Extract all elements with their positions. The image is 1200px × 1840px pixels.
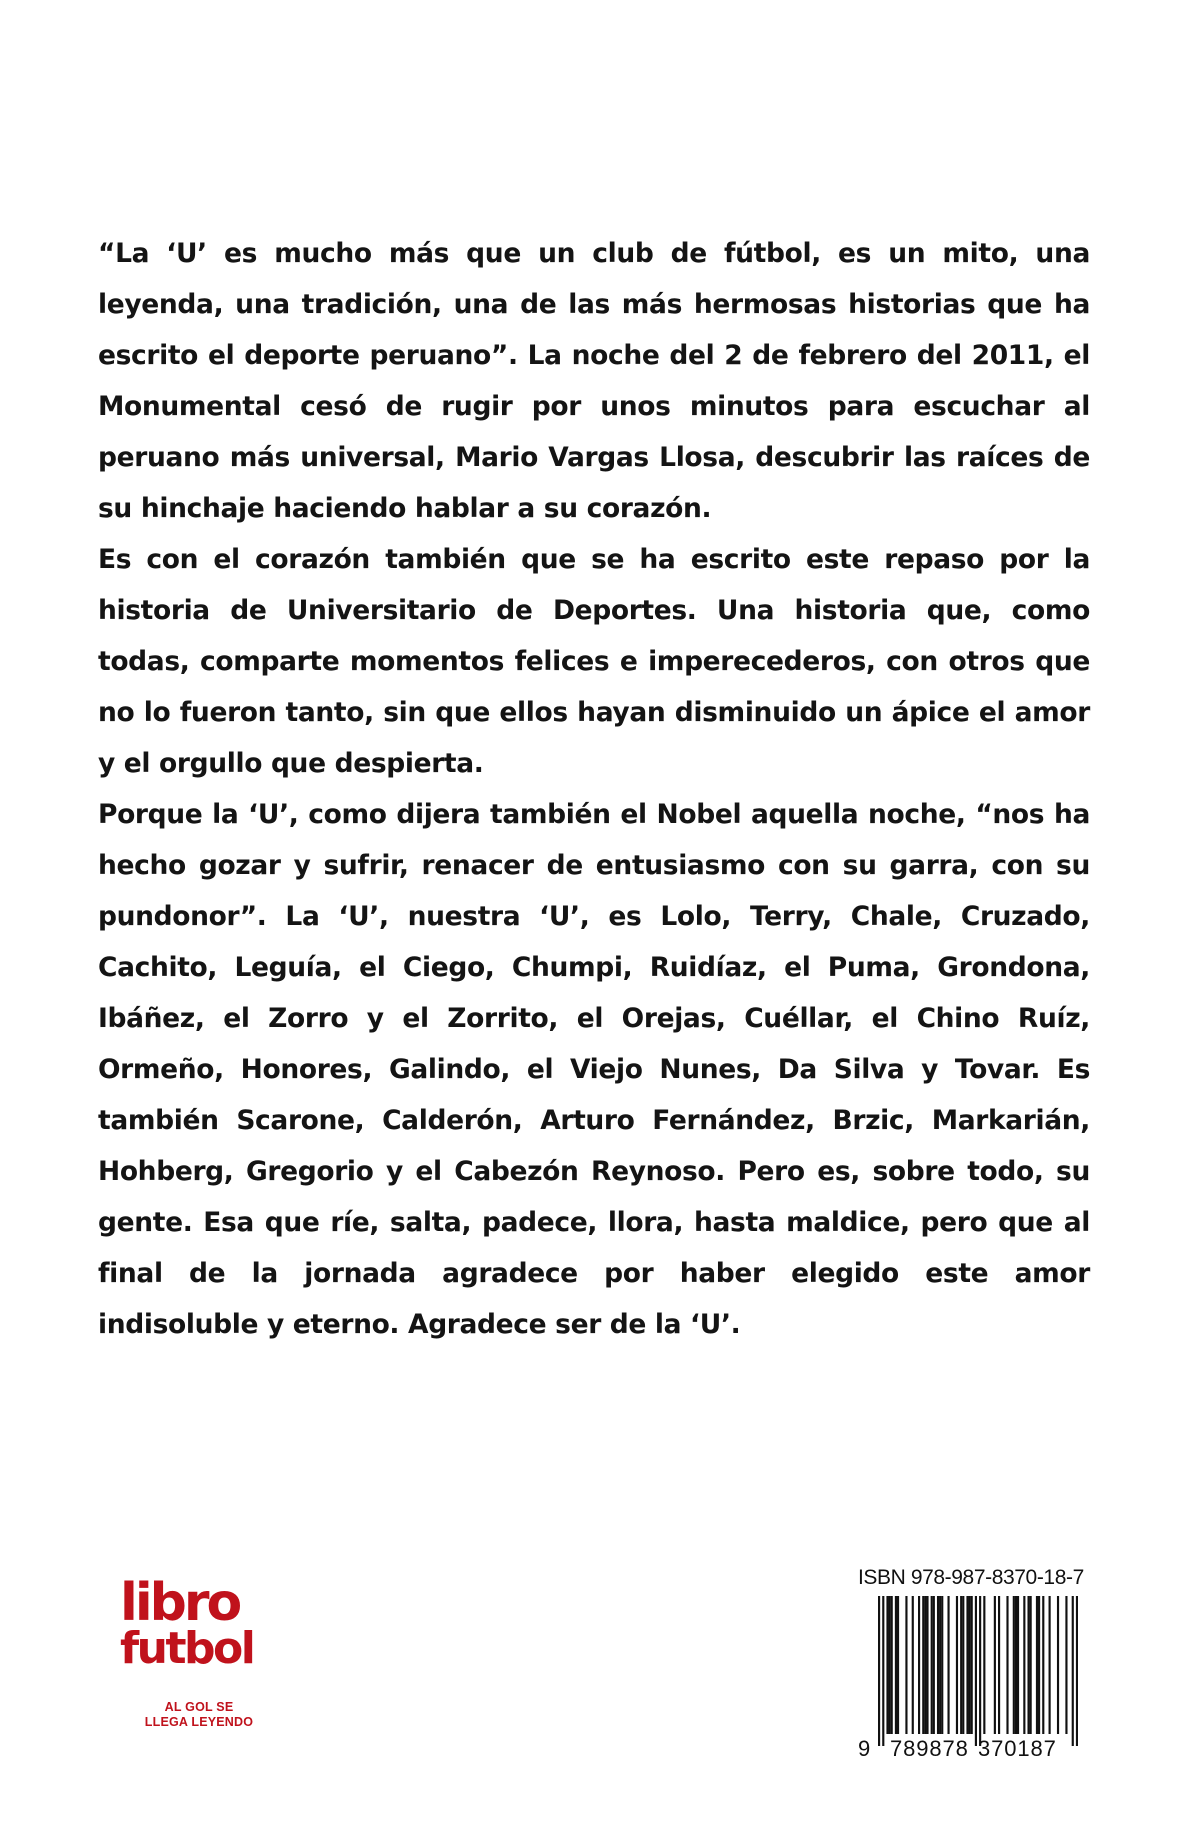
barcode-bar bbox=[1038, 1596, 1040, 1734]
back-cover-blurb bbox=[98, 228, 1090, 1350]
barcode-bar bbox=[931, 1596, 933, 1734]
barcode-bar bbox=[1076, 1596, 1078, 1746]
barcode-digits-left: 789878 bbox=[890, 1736, 969, 1761]
barcode-bar bbox=[1017, 1596, 1019, 1734]
barcode-bar bbox=[1036, 1596, 1038, 1734]
barcode-bar bbox=[939, 1596, 941, 1734]
barcode-bar bbox=[897, 1596, 899, 1734]
barcode-bar bbox=[1057, 1596, 1059, 1734]
barcode-bar bbox=[979, 1596, 981, 1746]
barcode-bar bbox=[1027, 1596, 1029, 1734]
tagline-line-1: AL GOL SE bbox=[164, 1700, 234, 1714]
barcode-bar bbox=[926, 1596, 928, 1734]
publisher-logo bbox=[120, 1573, 280, 1760]
barcode-bar bbox=[962, 1596, 964, 1734]
barcode-bar bbox=[966, 1596, 968, 1734]
publisher-tagline bbox=[124, 1700, 274, 1730]
barcode-bar bbox=[1006, 1596, 1008, 1734]
barcode-bar bbox=[971, 1596, 973, 1734]
barcode-bar bbox=[918, 1596, 920, 1734]
barcode-bar bbox=[960, 1596, 962, 1734]
barcode-bar bbox=[1049, 1596, 1051, 1734]
blurb-paragraph-3: Porque la ‘U’, como dijera también el Nobel aquella noche, “nos ha hecho gozar y sufrir, renacer de entusiasmo con su garra, con su pundonor”. La ‘U’, nuestra ‘U’, es Lolo, Terry, Chale, Cruzado, Cachito, Leguía, el Ciego, Chumpi, Ruidíaz, el Puma, Grondona, Ibáñez, el Zorro y el Zorrito, el Orejas, Cuéllar, el Chino Ruíz, Ormeño, Honores, Galindo, el Viejo Nunes, Da Silva y Tovar. Es también Scarone, Calderón, Arturo Fernández, Brzic, Markarián, Hohberg, Gregorio y el Cabezón Reynoso. Pero es, sobre todo, su gente. Esa que ríe, salta, padece, llora, hasta maldice, pero que al final de la jornada agradece por haber elegido este amor indisoluble y eterno. Agradece ser de la ‘U’. bbox=[98, 799, 1090, 1340]
barcode-bar bbox=[912, 1596, 914, 1734]
barcode-bar bbox=[969, 1596, 971, 1734]
isbn-barcode bbox=[856, 1566, 1084, 1766]
barcode-bar bbox=[1015, 1596, 1017, 1734]
barcode-bars bbox=[878, 1596, 1078, 1746]
barcode-bar bbox=[975, 1596, 977, 1746]
barcode-bar bbox=[933, 1596, 935, 1734]
barcode-bar bbox=[998, 1596, 1000, 1734]
barcode-bar bbox=[956, 1596, 958, 1734]
tagline-line-2: LLEGA LEYENDO bbox=[144, 1715, 254, 1729]
blurb-paragraph-1: “La ‘U’ es mucho más que un club de fútbol, es un mito, una leyenda, una tradición, una de las más hermosas historias que ha escrito el deporte peruano”. La noche del 2 de febrero del 2011, el Monumental cesó de rugir por unos minutos para escuchar al peruano más universal, Mario Vargas Llosa, descubrir las raíces de su hinchaje haciendo hablar a su corazón. bbox=[98, 238, 1090, 524]
barcode-bar bbox=[924, 1596, 926, 1734]
logo-word-futbol: futbol bbox=[120, 1623, 254, 1674]
isbn-number: ISBN 978-987-8370-18-7 bbox=[858, 1566, 1084, 1589]
barcode-bar bbox=[1030, 1596, 1032, 1734]
barcode-bar bbox=[994, 1596, 996, 1734]
barcode-bar bbox=[1042, 1596, 1044, 1734]
barcode-bar bbox=[905, 1596, 907, 1734]
barcode-digits bbox=[856, 1736, 1084, 1764]
barcode-bar bbox=[941, 1596, 943, 1734]
barcode-bar bbox=[947, 1596, 949, 1734]
barcode-bar bbox=[983, 1596, 985, 1734]
barcode-bar bbox=[886, 1596, 888, 1734]
barcode-bar bbox=[1065, 1596, 1067, 1734]
barcode-bar bbox=[1013, 1596, 1015, 1734]
barcode-bar bbox=[922, 1596, 924, 1734]
barcode-bar bbox=[891, 1596, 893, 1734]
barcode-digit-first: 9 bbox=[858, 1736, 871, 1761]
barcode-bar bbox=[895, 1596, 897, 1734]
barcode-bar bbox=[937, 1596, 939, 1734]
barcode-bar bbox=[1023, 1596, 1025, 1734]
logo-word-libro: libro bbox=[120, 1573, 240, 1633]
barcode-bar bbox=[878, 1596, 880, 1746]
barcode-bar bbox=[889, 1596, 891, 1734]
barcode-digits-right: 370187 bbox=[978, 1736, 1057, 1761]
barcode-bar bbox=[882, 1596, 884, 1746]
blurb-paragraph-2: Es con el corazón también que se ha escrito este repaso por la historia de Universitario de Deportes. Una historia que, como todas, comparte momentos felices e imperecederos, con otros que no lo fueron tanto, sin que ellos hayan disminuido un ápice el amor y el orgullo que despierta. bbox=[98, 544, 1090, 779]
barcode-bar bbox=[1072, 1596, 1074, 1746]
